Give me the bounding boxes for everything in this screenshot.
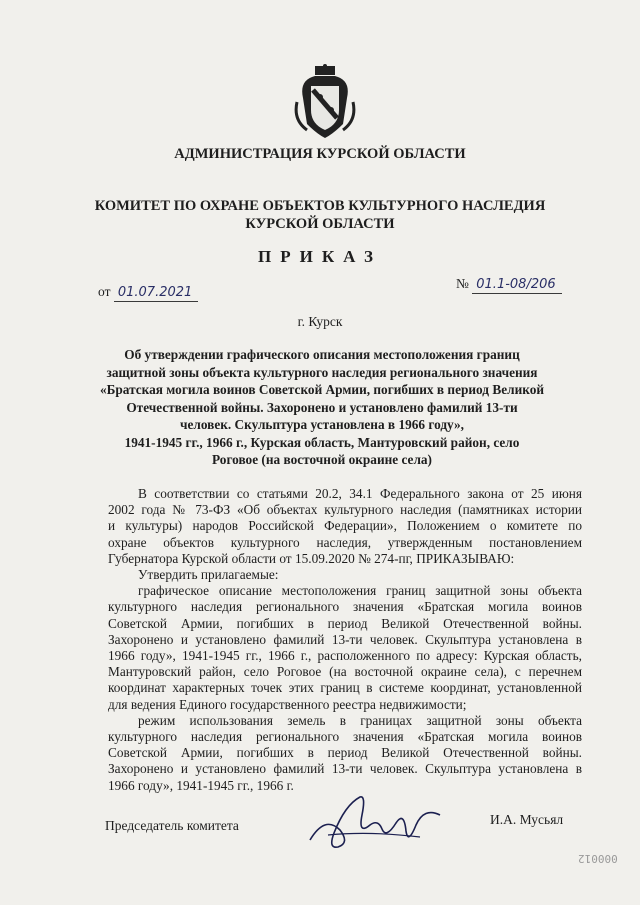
title-line: Об утверждении графического описания местоположения границ [124,347,520,362]
number-handwritten: 01.1-08/206 [472,277,561,294]
title-line: «Братская могила воинов Советской Армии, погибших в период Великой [99,382,545,397]
signatory-name: И.А. Мусьял [490,812,564,827]
handwritten-signature [300,785,450,855]
signatory-position: Председатель комитета [105,818,239,833]
body-line: графическое описание местоположения границ защитной зоны объекта [138,583,582,599]
body-line: В соответствии со статьями 20.2, 34.1 Федерального закона от 25 июня [138,486,582,501]
coat-of-arms-emblem [293,64,357,140]
committee-line-2: КУРСКОЙ ОБЛАСТИ [245,216,395,232]
body-line: для ведения Единого государственного реестра недвижимости; [108,696,467,712]
order-heading: ПРИКАЗ [258,247,382,266]
administration-heading: АДМИНИСТРАЦИЯ КУРСКОЙ ОБЛАСТИ [174,146,466,162]
paragraph-preamble [108,486,582,567]
body-line: Советской Армии, погибших в период Великой Отечественной войны. [108,745,582,761]
body-line: Мантуровский район, село Роговое (на восточной окраине села), с перечнем [108,664,582,680]
title-line: человек. Скульптура установлена в 1966 году», [179,417,465,432]
committee-heading [0,197,640,233]
paragraph-description [108,583,582,713]
paragraph-approve: Утвердить прилагаемые: [138,567,279,583]
body-line: 1966 году», 1941-1945 гг., 1966 г. [108,777,294,793]
date-handwritten: 01.07.2021 [114,285,198,302]
order-date [98,284,198,302]
body-line: режим использования земель в границах защитной зоны объекта [138,712,582,728]
body-line: культурного наследия регионального значения «Братская могила воинов [108,599,582,615]
committee-line-1: КОМИТЕТ ПО ОХРАНЕ ОБЪЕКТОВ КУЛЬТУРНОГО НАСЛЕДИЯ [94,198,546,214]
body-line: Захоронено и установлено фамилий 13-ти человек. Скульптура установлена в [108,631,582,647]
title-line: Отечественной войны. Захоронено и установлено фамилий 13-ти [126,399,518,415]
title-line: Роговое (на восточной окраине села) [212,452,432,467]
order-body [108,486,582,794]
body-line: Захоронено и установлено фамилий 13-ти человек. Скульптура установлена в [108,761,582,777]
body-line: культурного наследия регионального значения «Братская могила воинов [108,729,582,745]
title-line: 1941-1945 гг., 1966 г., Курская область, Мантуровский район, село [124,434,520,450]
body-line: Советской Армии, погибших в период Великой Отечественной войны. [108,615,582,631]
body-line: 1966 году», 1941-1945 гг., 1966 г., расположенного по адресу: Курская область, [108,648,582,664]
body-line: Губернатора Курской области от 15.09.2020 № 274-пг, ПРИКАЗЫВАЮ: [108,550,515,566]
city: г. Курск [297,314,343,329]
order-number [456,276,562,294]
order-title [92,346,552,469]
serial-number-stamp: 000012 [578,852,618,865]
body-line: охране объектов культурного наследия, утвержденным постановлением [108,534,582,550]
date-prefix: от [98,284,111,299]
body-line: 2002 года № 73-ФЗ «Об объектах культурного наследия (памятниках истории [108,502,582,518]
paragraph-regime [108,713,582,794]
number-prefix: № [456,276,469,291]
body-line: координат характерных точек этих границ в системе координат, установленной [108,680,582,696]
body-line: и культуры) народов Российской Федерации», Положением о комитете по [108,518,582,534]
title-line: защитной зоны объекта культурного наследия регионального значения [106,364,538,380]
